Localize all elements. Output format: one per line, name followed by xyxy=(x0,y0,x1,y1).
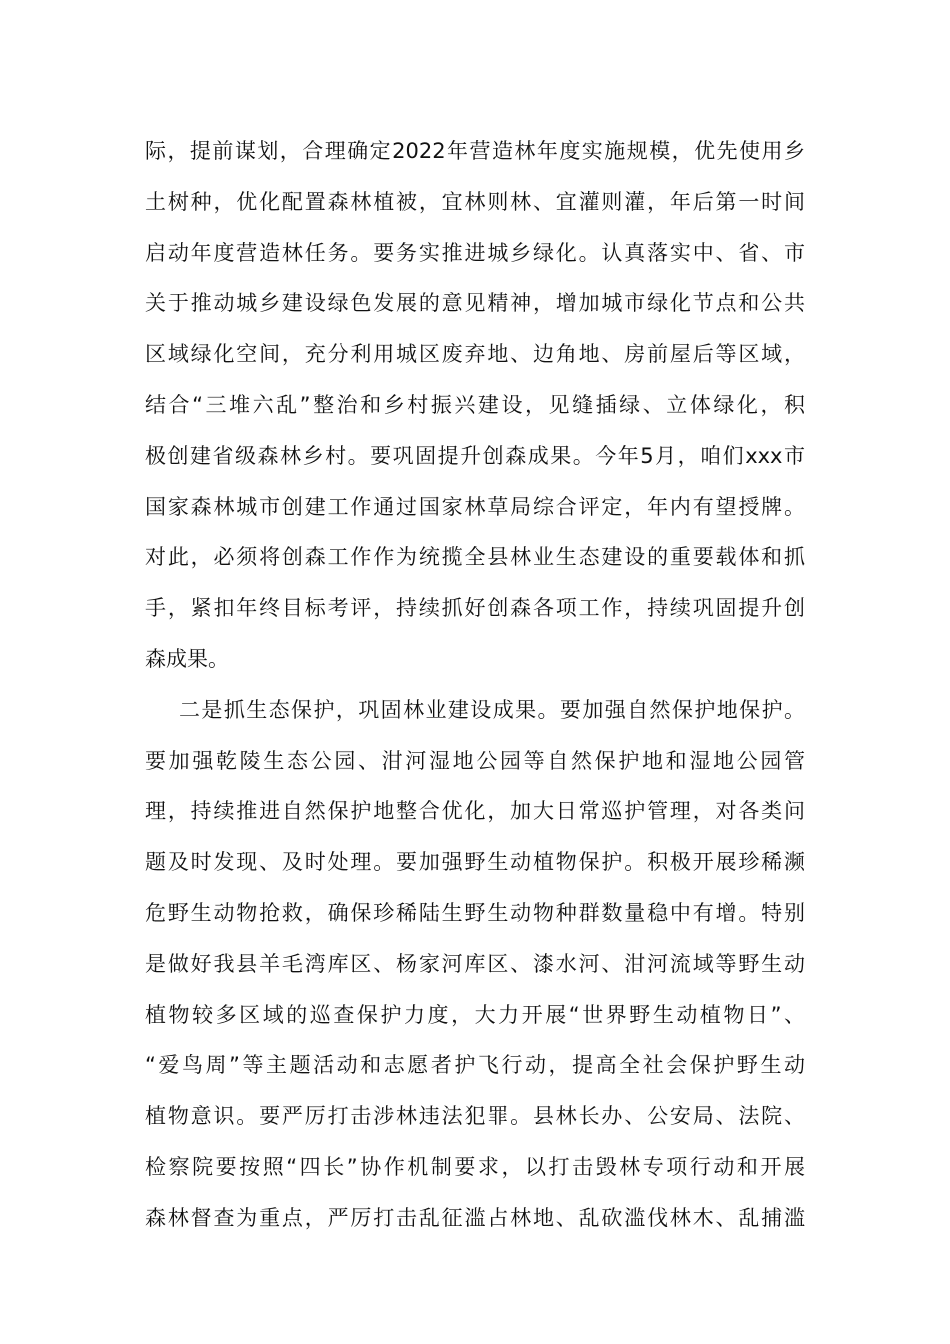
text-line: 区域绿化空间，充分利用城区废弃地、边角地、房前屋后等区域， xyxy=(145,342,805,367)
text-line: 森成果。 xyxy=(145,646,229,671)
text-line: 题及时发现、及时处理。要加强野生动植物保护。积极开展珍稀濒 xyxy=(145,850,805,875)
text-line: 关于推动城乡建设绿色发展的意见精神，增加城市绿化节点和公共 xyxy=(145,291,805,316)
text-line: 要加强乾陵生态公园、泔河湿地公园等自然保护地和湿地公园管 xyxy=(145,748,805,773)
text-line: 对此，必须将创森工作作为统揽全县林业生态建设的重要载体和抓 xyxy=(145,545,805,570)
paragraph-1 xyxy=(145,126,805,685)
text-line: 启动年度营造林任务。要务实推进城乡绿化。认真落实中、省、市 xyxy=(145,240,805,265)
text-line: 土树种，优化配置森林植被，宜林则林、宜灌则灌，年后第一时间 xyxy=(145,189,805,214)
text-line: 际，提前谋划，合理确定2022年营造林年度实施规模，优先使用乡 xyxy=(145,139,805,163)
text-line: 理，持续推进自然保护地整合优化，加大日常巡护管理，对各类问 xyxy=(145,799,805,824)
text-line: 手，紧扣年终目标考评，持续抓好创森各项工作，持续巩固提升创 xyxy=(145,596,805,621)
text-line: 结合“三堆六乱”整治和乡村振兴建设，见缝插绿、立体绿化，积 xyxy=(145,392,805,417)
text-line: 危野生动物抢救，确保珍稀陆生野生动物种群数量稳中有增。特别 xyxy=(145,900,805,925)
text-line: 植物较多区域的巡查保护力度，大力开展“世界野生动植物日”、 xyxy=(145,1002,805,1027)
paragraph-2 xyxy=(145,685,805,1244)
text-line: 是做好我县羊毛湾库区、杨家河库区、漆水河、泔河流域等野生动 xyxy=(145,951,805,976)
text-line: 国家森林城市创建工作通过国家林草局综合评定，年内有望授牌。 xyxy=(145,494,805,519)
document-body xyxy=(145,126,805,1244)
text-line: “爱鸟周”等主题活动和志愿者护飞行动，提高全社会保护野生动 xyxy=(145,1053,805,1078)
text-line: 植物意识。要严厉打击涉林违法犯罪。县林长办、公安局、法院、 xyxy=(145,1104,805,1129)
text-line: 森林督查为重点，严厉打击乱征滥占林地、乱砍滥伐林木、乱捕滥 xyxy=(145,1205,805,1230)
text-line: 检察院要按照“四长”协作机制要求，以打击毁林专项行动和开展 xyxy=(145,1154,805,1179)
text-line: 极创建省级森林乡村。要巩固提升创森成果。今年5月，咱们xxx市 xyxy=(145,443,805,468)
text-line: 二是抓生态保护，巩固林业建设成果。要加强自然保护地保护。 xyxy=(179,697,805,722)
